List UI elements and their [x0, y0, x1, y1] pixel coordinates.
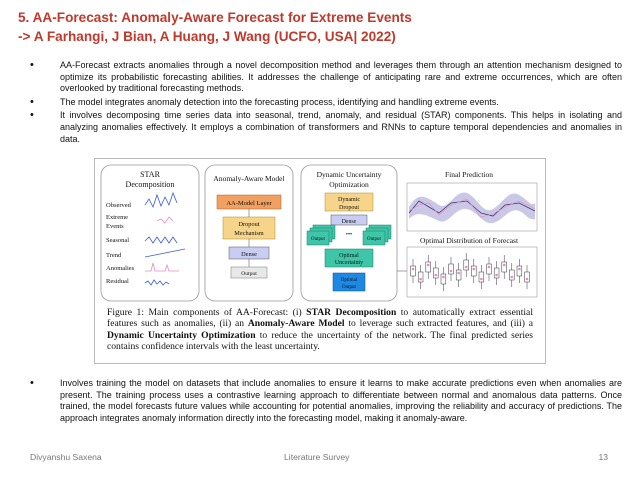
bullet-list-top: [30, 60, 622, 147]
boxplot-box: [517, 266, 522, 276]
bullet-text: It involves decomposing time series data into seasonal, trend, anomaly, and residual (STAR) components. This helps in isolating and analyzing anomalies effectively. It employs a combination of transformers and RNNs to capture temporal dependencies and anomalies in data.: [60, 110, 622, 144]
dropout-label-1: Dropout: [238, 221, 260, 228]
boxplot-point: [526, 278, 529, 281]
caption-bold-2: Anomaly-Aware Model: [247, 318, 345, 330]
label-residual: Residual: [106, 278, 129, 285]
opt-out-2: Output: [342, 285, 356, 290]
boxplot-point: [473, 268, 476, 271]
distribution-boxplots: [407, 247, 537, 297]
label-events: Events: [106, 223, 124, 230]
du-output-label-left: Output: [311, 237, 325, 242]
boxplot-box: [487, 264, 492, 274]
boxplot-box: [411, 266, 416, 276]
caption-part-3: to leverage such extracted features, and (iii) a: [344, 318, 533, 330]
caption-part-4: to reduce the uncertainty of the network. The final predicted series contains confidence intervals with the least uncertainty.: [107, 329, 534, 353]
boxplot-point: [457, 272, 460, 275]
caption-part-1: Figure 1: Main components of AA-Forecast: (i): [107, 307, 307, 318]
aa-layer-label: AA-Model Layer: [226, 200, 272, 207]
title-line-2: -> A Farhangi, J Bian, A Huang, J Wang (UCFO, USA| 2022): [18, 29, 396, 44]
architecture-diagram: [95, 159, 545, 305]
bullet-dot: •: [30, 59, 34, 71]
caption-bold-3: Dynamic Uncertainty Optimization: [107, 329, 256, 341]
boxplot-box: [502, 262, 507, 272]
opt-out-1: Optimal: [340, 278, 358, 283]
du-ellipsis: •••: [345, 232, 353, 238]
boxplot-point: [518, 268, 521, 271]
boxplot-point: [427, 264, 430, 267]
bullet-list-bottom: [30, 378, 622, 426]
boxplot-box: [464, 260, 469, 270]
aa-title: Anomaly-Aware Model: [213, 174, 285, 183]
star-series: [145, 193, 185, 285]
figure-caption: [107, 307, 533, 353]
bullet-text: The model integrates anomaly detection into the forecasting process, identifying and handling extreme events.: [60, 96, 499, 107]
dense-label: Dense: [241, 251, 257, 258]
caption-part-2: to automatically extract essential features such as anomalies, (ii) an: [107, 307, 533, 330]
bullet-item: [30, 110, 622, 145]
label-extreme: Extreme: [106, 214, 129, 221]
seasonal-series: [145, 237, 177, 243]
boxplot-point: [450, 270, 453, 273]
du-output-label-right: Output: [367, 237, 381, 242]
boxplot-point: [488, 266, 491, 269]
boxplot-box: [433, 268, 438, 278]
footer-center: Literature Survey: [284, 452, 350, 462]
final-prediction-plot: [407, 183, 537, 231]
bullet-item: [30, 97, 622, 109]
bullet-text: Involves training the model on datasets that include anomalies to ensure it learns to make accurate predictions even when anomalies are present. The training process uses a contrastive learning approach to differentiate between normal and anomalous data patterns. Once trained, the model forecasts future values while accounting for potential anomalies, improving the reliability and accuracy of predictions. The approach integrates anomaly information directly into the forecasting model, making it anomaly-aware.: [60, 378, 622, 423]
caption-bold-1: STAR Decomposition: [306, 307, 397, 318]
boxplot-box: [479, 272, 484, 282]
boxplot-box: [418, 272, 423, 282]
output-label: Output: [241, 271, 257, 277]
boxplot-box: [441, 274, 446, 284]
du-title-2: Optimization: [329, 180, 369, 189]
boxplot-point: [503, 264, 506, 267]
trend-series: [145, 249, 185, 257]
label-seasonal: Seasonal: [106, 237, 130, 244]
dropout-label-2: Mechanism: [234, 230, 264, 237]
boxplot-point: [419, 278, 422, 281]
label-anomalies: Anomalies: [106, 265, 135, 272]
bullet-text: AA-Forecast extracts anomalies through a novel decomposition method and leverages them through an attention mechanism designed to optimize its probabilistic forecasting abilities. It addresses the challenge of anticipating rare and extreme occurrences, which are often overlooked by traditional forecasting methods.: [60, 60, 622, 94]
bullet-dot: •: [30, 109, 34, 122]
opt-dist-title: Optimal Distribution of Forecast: [419, 236, 519, 245]
bullet-item: [30, 378, 622, 424]
bullet-dot: •: [30, 377, 34, 389]
extreme-series: [157, 217, 173, 223]
boxplot-box: [426, 262, 431, 272]
opt-unc-2: Uncertainty: [334, 260, 364, 266]
boxplot-box: [494, 268, 499, 278]
boxplot-box: [471, 266, 476, 276]
boxplot-point: [480, 278, 483, 281]
bullet-dot: •: [30, 95, 34, 108]
boxplot-box: [449, 264, 454, 274]
label-observed: Observed: [106, 202, 131, 209]
anomaly-series: [145, 263, 179, 271]
label-trend: Trend: [106, 252, 122, 259]
boxplot-point: [412, 268, 415, 271]
boxplot-box: [456, 270, 461, 280]
boxplot-point: [442, 276, 445, 279]
boxplot-box: [509, 270, 514, 280]
footer-author: Divyanshu Saxena: [30, 452, 102, 462]
footer-page-number: 13: [598, 452, 608, 462]
boxplot-box: [525, 272, 530, 282]
bullet-item: [30, 60, 622, 95]
du-title-1: Dynamic Uncertainty: [316, 170, 382, 179]
du-output-stack-left: [307, 225, 335, 245]
residual-series: [145, 280, 169, 285]
du-dense-label: Dense: [341, 219, 357, 225]
opt-unc-1: Optimal: [339, 253, 359, 259]
title-line-1: 5. AA-Forecast: Anomaly-Aware Forecast for Extreme Events: [18, 10, 412, 25]
confidence-band: [409, 193, 535, 224]
figure-aa-forecast: [94, 158, 546, 364]
slide-title: [18, 8, 618, 46]
star-title-2: Decomposition: [125, 180, 175, 189]
boxplot-point: [511, 276, 514, 279]
boxplot-point: [495, 274, 498, 277]
du-output-stack-right: [363, 225, 391, 245]
boxplot-point: [465, 266, 468, 269]
boxplot-point: [435, 274, 438, 277]
final-prediction-title: Final Prediction: [444, 170, 494, 179]
star-title-1: STAR: [140, 170, 160, 179]
observed-series: [145, 193, 177, 207]
du-dropout-1: Dynamic: [338, 197, 360, 203]
du-dropout-2: Dropout: [339, 205, 359, 211]
